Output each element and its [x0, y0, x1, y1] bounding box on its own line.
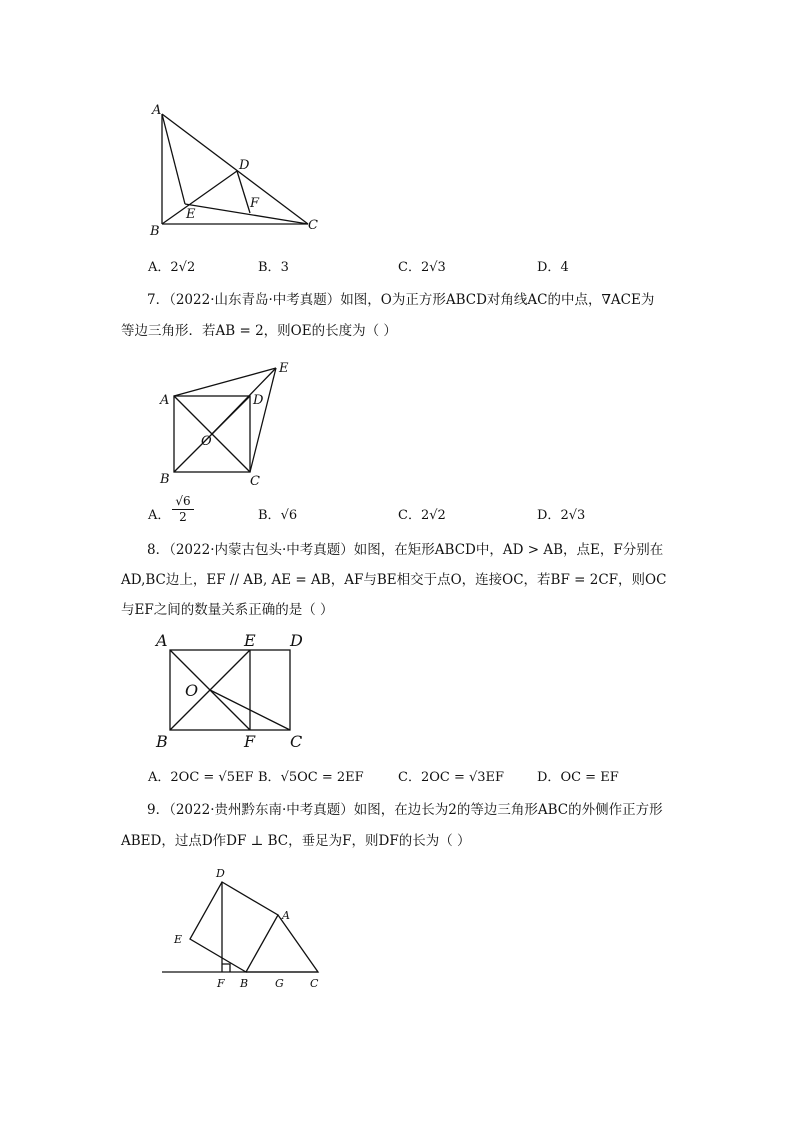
q6-option-a[interactable]: A．2√2 — [148, 260, 196, 275]
q6-label-f: F — [250, 196, 260, 211]
q6-segment-ac — [162, 114, 308, 224]
q6-option-d[interactable]: D．4 — [537, 260, 569, 275]
q6-label-c: C — [308, 218, 318, 233]
q7-segment-ae — [174, 368, 276, 396]
q8-label-e: E — [244, 631, 256, 650]
q6-segment-ae — [162, 114, 185, 204]
q6-segment-df — [237, 171, 250, 213]
q9-label-e: E — [174, 933, 183, 946]
q6-label-d: D — [239, 158, 250, 173]
q6-label-b: B — [150, 224, 160, 239]
q7-label-e: E — [279, 361, 289, 376]
q9-label-d: D — [216, 867, 225, 880]
q7-label-c: C — [250, 474, 260, 489]
q7-figure — [150, 356, 310, 491]
q7-label-o: O — [201, 434, 212, 449]
q9-label-f: F — [217, 977, 225, 990]
q9-stem-line-2: ABED，过点D作DF ⊥ BC，垂足为F，则DF的长为（ ） — [121, 833, 471, 849]
q7-option-a-denominator: 2 — [179, 510, 187, 524]
q6-label-a: A — [152, 103, 162, 118]
q9-right-angle-mark — [222, 964, 230, 972]
q7-segment-ce — [250, 368, 276, 472]
q8-stem-line-2: AD,BC边上，EF // AB, AE = AB，AF与BE相交于点O，连接OC，若BF = 2CF，则OC — [121, 572, 667, 588]
q9-label-g: G — [275, 977, 284, 990]
q6-segment-ec — [185, 204, 308, 224]
q9-label-b: B — [240, 977, 249, 990]
q9-label-c: C — [310, 977, 319, 990]
q7-option-b[interactable]: B．√6 — [258, 508, 298, 523]
q8-label-f: F — [244, 732, 256, 751]
q6-label-e: E — [186, 207, 196, 222]
q7-option-a[interactable]: A． — [148, 508, 171, 523]
q6-option-c[interactable]: C．2√3 — [398, 260, 446, 275]
q8-label-d: D — [290, 631, 303, 650]
q7-stem-line-1: 7．（2022·山东青岛·中考真题）如图，O为正方形ABCD对角线AC的中点，∇ACE为 — [147, 292, 655, 308]
q8-option-c[interactable]: C．2OC = √3EF — [398, 770, 505, 785]
q7-label-b: B — [160, 472, 170, 487]
q8-option-d[interactable]: D．OC = EF — [537, 770, 619, 785]
q7-option-a-numerator: √6 — [172, 494, 194, 510]
q8-label-b: B — [156, 732, 168, 751]
q9-square-abed — [190, 882, 278, 972]
q9-figure — [160, 860, 340, 995]
q8-label-o: O — [185, 681, 199, 700]
q6-segment-bd — [162, 171, 237, 224]
q7-label-d: D — [253, 393, 264, 408]
q7-option-c[interactable]: C．2√2 — [398, 508, 446, 523]
q7-option-d[interactable]: D．2√3 — [537, 508, 586, 523]
q7-option-a-fraction — [172, 494, 194, 525]
q8-option-b[interactable]: B．√5OC = 2EF — [258, 770, 364, 785]
q8-label-c: C — [290, 732, 303, 751]
q7-segment-oe — [212, 368, 276, 434]
q9-stem-line-1: 9．（2022·贵州黔东南·中考真题）如图，在边长为2的等边三角形ABC的外侧作正方形 — [147, 802, 663, 818]
q7-stem-line-2: 等边三角形．若AB = 2，则OE的长度为（ ） — [121, 323, 397, 339]
q8-stem-line-3: 与EF之间的数量关系正确的是（ ） — [121, 602, 334, 618]
q6-option-b[interactable]: B．3 — [258, 260, 289, 275]
q8-figure — [150, 626, 340, 751]
q8-stem-line-1: 8．（2022·内蒙古包头·中考真题）如图，在矩形ABCD中，AD > AB，点E，F分别在 — [147, 542, 664, 558]
q9-label-a: A — [282, 909, 290, 922]
q9-triangle-sides — [246, 915, 318, 972]
q7-label-a: A — [160, 393, 170, 408]
q8-option-a[interactable]: A．2OC = √5EF — [148, 770, 254, 785]
q6-figure — [140, 96, 340, 241]
q8-label-a: A — [156, 631, 168, 650]
